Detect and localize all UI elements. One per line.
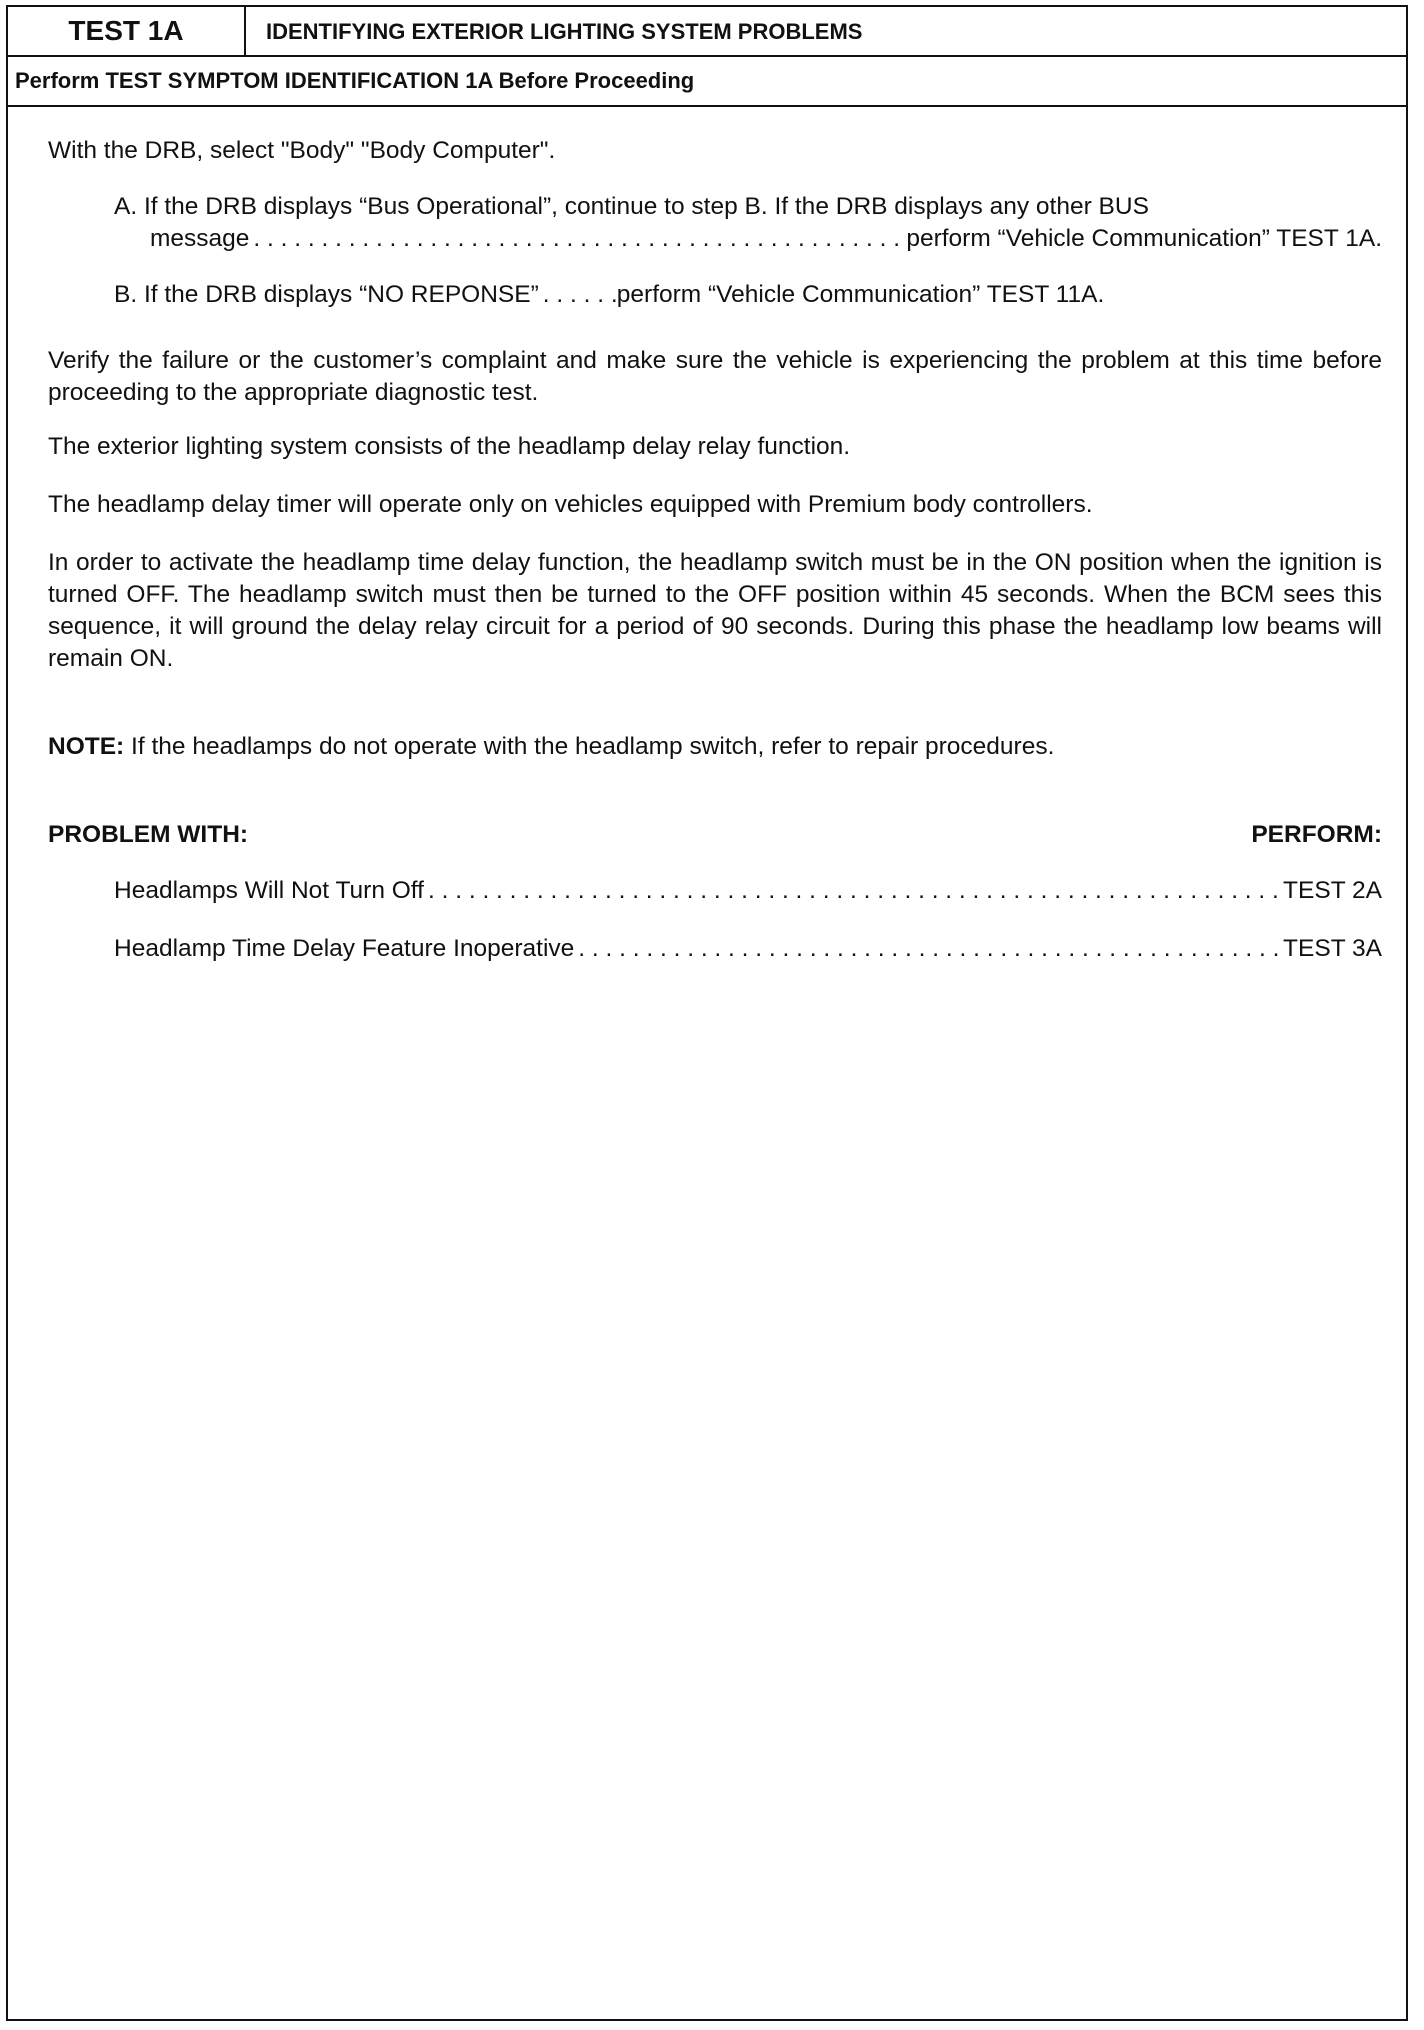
step-b: [114, 279, 1382, 311]
problem-cell: Headlamps Will Not Turn Off: [114, 877, 424, 904]
perform-cell: TEST 3A: [1283, 935, 1382, 962]
test-id: TEST 1A: [8, 7, 246, 55]
note-label: NOTE:: [48, 733, 125, 760]
leader-dots: [424, 875, 1283, 907]
table-row: [114, 933, 1382, 965]
leader-dots: [539, 279, 617, 311]
table-row: [114, 875, 1382, 907]
activate-paragraph: In order to activate the headlamp time delay function, the headlamp switch must be in the ON position when the ignition is turned OFF. The headlamp switch must then be turned to the OFF position within 45 seconds. When the BCM sees this sequence, it will ground the delay relay circuit for a period of 90 seconds. During this phase the headlamp low beams will remain ON.: [48, 549, 1382, 672]
intro-text: With the DRB, select "Body" "Body Computer".: [48, 137, 556, 164]
problem-table-header: [48, 819, 1382, 851]
timer-paragraph: The headlamp delay timer will operate only on vehicles equipped with Premium body controllers.: [48, 491, 1093, 518]
step-a: [114, 191, 1382, 255]
test-title: IDENTIFYING EXTERIOR LIGHTING SYSTEM PROBLEMS: [266, 19, 863, 44]
step-b-left: B. If the DRB displays “NO REPONSE”: [114, 281, 539, 308]
step-a-leader-row: [114, 223, 1382, 255]
consists-paragraph: The exterior lighting system consists of the headlamp delay relay function.: [48, 433, 851, 460]
col-perform-header: PERFORM:: [1251, 821, 1382, 848]
test-frame: [6, 5, 1408, 2021]
leader-dots: [574, 933, 1283, 965]
verify-paragraph: Verify the failure or the customer’s complaint and make sure the vehicle is experiencing the problem at this time before proceeding to the appropriate diagnostic test.: [48, 347, 1382, 406]
step-a-line2-right: perform “Vehicle Communication” TEST 1A.: [906, 225, 1382, 252]
prerequisite-line: Perform TEST SYMPTOM IDENTIFICATION 1A Before Proceeding: [8, 57, 1406, 107]
note: [48, 731, 1382, 763]
step-b-right: perform “Vehicle Communication” TEST 11A.: [616, 281, 1105, 308]
perform-cell: TEST 2A: [1283, 877, 1382, 904]
header-row: [8, 7, 1406, 57]
col-problem-header: PROBLEM WITH:: [48, 821, 249, 848]
leader-dots: [249, 223, 906, 255]
problem-cell: Headlamp Time Delay Feature Inoperative: [114, 935, 575, 962]
note-text: If the headlamps do not operate with the headlamp switch, refer to repair procedures.: [131, 733, 1055, 760]
step-a-line2-left: message: [150, 225, 250, 252]
step-a-line1: A. If the DRB displays “Bus Operational”, continue to step B. If the DRB displays any other BUS: [114, 193, 1149, 220]
